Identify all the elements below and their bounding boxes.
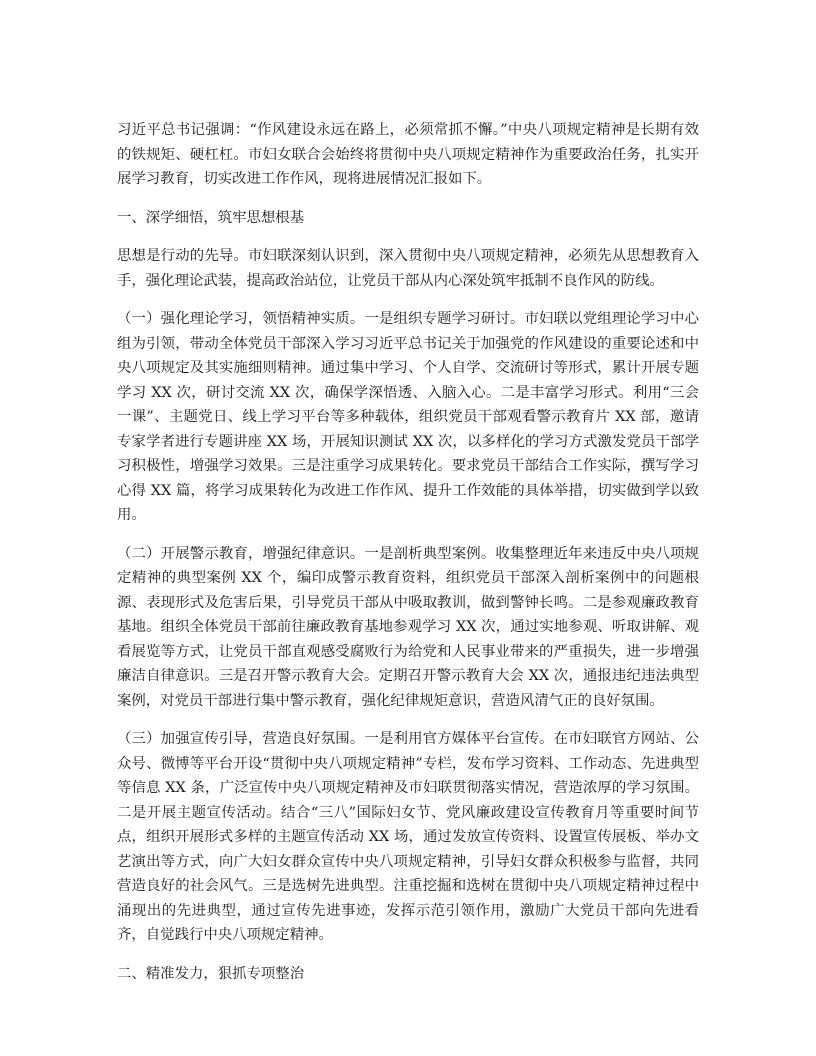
intro-paragraph: 习近平总书记强调：“作风建设永远在路上，必须常抓不懈。”中央八项规定精神是长期有效的铁规矩、硬杠杠。市妇女联合会始终将贯彻中央八项规定精神作为重要政治任务，扎实开展学习教育，切实改进工作作风，现将进展情况汇报如下。: [117, 122, 699, 187]
document-page: [117, 118, 699, 1000]
subsection-2-paragraph: （二）开展警示教育，增强纪律意识。一是剖析典型案例。收集整理近年来违反中央八项规定精神的典型案例 XX 个，编印成警示教育资料，组织党员干部深入剖析案例中的问题根源、表现形式及危害后果，引导党员干部从中吸取教训，做到警钟长鸣。二是参观廉政教育基地。组织全体党员干部前往廉政教育基地参观学习 XX 次，通过实地参观、听取讲解、观看展览等方式，让党员干部直观感受腐败行为给党和人民事业带来的严重损失，进一步增强廉洁自律意识。三是召开警示教育大会。定期召开警示教育大会 XX 次，通报违纪违法典型案例，对党员干部进行集中警示教育，强化纪律规矩意识，营造风清气正的良好氛围。: [117, 545, 699, 709]
section-heading-1: 一、深学细悟，筑牢思想根基: [117, 209, 305, 226]
subsection-1-paragraph: （一）强化理论学习，领悟精神实质。一是组织专题学习研讨。市妇联以党组理论学习中心组为引领，带动全体党员干部深入学习习近平总书记关于加强党的作风建设的重要论述和中央八项规定及其实施细则精神。通过集中学习、个人自学、交流研讨等形式，累计开展专题学习 XX 次，研讨交流 XX 次，确保学深悟透、入脑入心。二是丰富学习形式。利用“三会一课”、主题党日、线上学习平台等多种载体，组织党员干部观看警示教育片 XX 部，邀请专家学者进行专题讲座 XX 场，开展知识测试 XX 次，以多样化的学习方式激发党员干部学习积极性，增强学习效果。三是注重学习成果转化。要求党员干部结合工作实际，撰写学习心得 XX 篇，将学习成果转化为改进工作作风、提升工作效能的具体举措，切实做到学以致用。: [117, 311, 699, 523]
section-heading-2: 二、精准发力，狠抓专项整治: [117, 965, 305, 982]
section-1-intro-paragraph: 思想是行动的先导。市妇联深刻认识到，深入贯彻中央八项规定精神，必须先从思想教育入手，强化理论武装，提高政治站位，让党员干部从内心深处筑牢抵制不良作风的防线。: [117, 248, 699, 289]
subsection-3-paragraph: （三）加强宣传引导，营造良好氛围。一是利用官方媒体平台宣传。在市妇联官方网站、公众号、微博等平台开设“贯彻中央八项规定精神”专栏，发布学习资料、工作动态、先进典型等信息 XX 条，广泛宣传中央八项规定精神及市妇联贯彻落实情况，营造浓厚的学习氛围。二是开展主题宣传活动。结合“三八”国际妇女节、党风廉政建设宣传教育月等重要时间节点，组织开展形式多样的主题宣传活动 XX 场，通过发放宣传资料、设置宣传展板、举办文艺演出等方式，向广大妇女群众宣传中央八项规定精神，引导妇女群众积极参与监督，共同营造良好的社会风气。三是选树先进典型。注重挖掘和选树在贯彻中央八项规定精神过程中涌现出的先进典型，通过宣传先进事迹，发挥示范引领作用，激励广大党员干部向先进看齐，自觉践行中央八项规定精神。: [117, 731, 699, 943]
